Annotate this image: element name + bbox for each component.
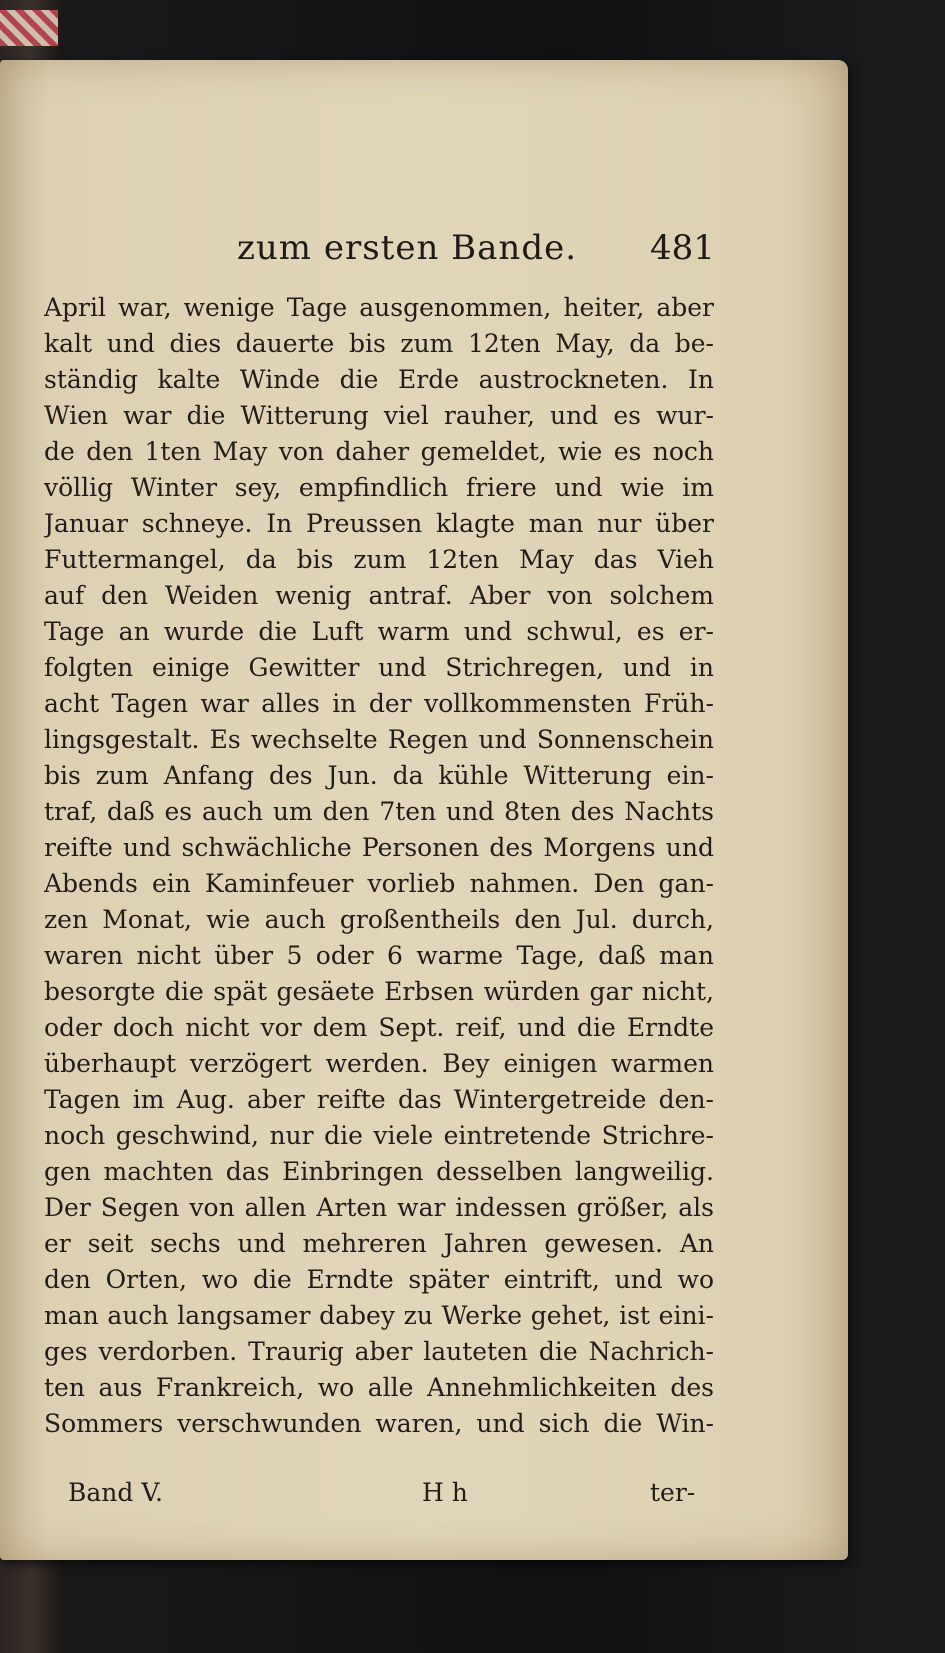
text-line: er seit sechs und mehreren Jahren gewesen. An (44, 1229, 714, 1258)
text-line: oder doch nicht vor dem Sept. reif, und die Erndte (44, 1013, 714, 1042)
text-line: waren nicht über 5 oder 6 warme Tage, daß man (44, 941, 714, 970)
text-line: zen Monat, wie auch großentheils den Jul. durch, (44, 905, 714, 934)
text-line: reifte und schwächliche Personen des Morgens und (44, 833, 714, 862)
text-line: Januar schneye. In Preussen klagte man nur über (44, 509, 714, 538)
text-line: de den 1ten May von daher gemeldet, wie es noch (44, 437, 714, 466)
running-title: zum ersten Bande. (237, 228, 578, 268)
text-line: ges verdorben. Traurig aber lauteten die Nachrich- (44, 1337, 714, 1366)
signature-mark: H h (422, 1478, 468, 1507)
text-line: man auch langsamer dabey zu Werke gehet, ist eini- (44, 1301, 714, 1330)
text-line: ten aus Frankreich, wo alle Annehmlichkeiten des (44, 1373, 714, 1402)
text-line: Tage an wurde die Luft warm und schwul, es er- (44, 617, 714, 646)
text-line: Wien war die Witterung viel rauher, und es wur- (44, 401, 714, 430)
text-line: besorgte die spät gesäete Erbsen würden gar nicht, (44, 977, 714, 1006)
text-line: acht Tagen war alles in der vollkommensten Früh- (44, 689, 714, 718)
text-line: traf, daß es auch um den 7ten und 8ten des Nachts (44, 797, 714, 826)
volume-label: Band V. (68, 1478, 163, 1507)
text-line: folgten einige Gewitter und Strichregen, und in (44, 653, 714, 682)
text-line: völlig Winter sey, empfindlich friere und wie im (44, 473, 714, 502)
text-line: noch geschwind, nur die viele eintretende Strichre- (44, 1121, 714, 1150)
bookmark-ribbon (0, 10, 58, 46)
text-line: überhaupt verzögert werden. Bey einigen warmen (44, 1049, 714, 1078)
text-line: lingsgestalt. Es wechselte Regen und Sonnenschein (44, 725, 714, 754)
text-line: auf den Weiden wenig antraf. Aber von solchem (44, 581, 714, 610)
text-line: April war, wenige Tage ausgenommen, heiter, aber (44, 293, 714, 322)
text-line: Sommers verschwunden waren, und sich die Win- (44, 1409, 714, 1438)
body-text (44, 290, 714, 1450)
text-line: Der Segen von allen Arten war indessen größer, als (44, 1193, 714, 1222)
text-line: Tagen im Aug. aber reifte das Wintergetreide den- (44, 1085, 714, 1114)
book-page (0, 60, 848, 1560)
text-line: Abends ein Kaminfeuer vorlieb nahmen. Den gan- (44, 869, 714, 898)
text-line: bis zum Anfang des Jun. da kühle Witterung ein- (44, 761, 714, 790)
text-line: gen machten das Einbringen desselben langweilig. (44, 1157, 714, 1186)
page-footer (60, 1475, 710, 1515)
catchword: ter- (650, 1478, 696, 1507)
text-line: den Orten, wo die Erndte später eintrift, und wo (44, 1265, 714, 1294)
text-line: kalt und dies dauerte bis zum 12ten May, da be- (44, 329, 714, 358)
page-number: 481 (650, 228, 715, 268)
text-line: Futtermangel, da bis zum 12ten May das Vieh (44, 545, 714, 574)
page-header (40, 166, 720, 268)
text-line: ständig kalte Winde die Erde austrockneten. In (44, 365, 714, 394)
